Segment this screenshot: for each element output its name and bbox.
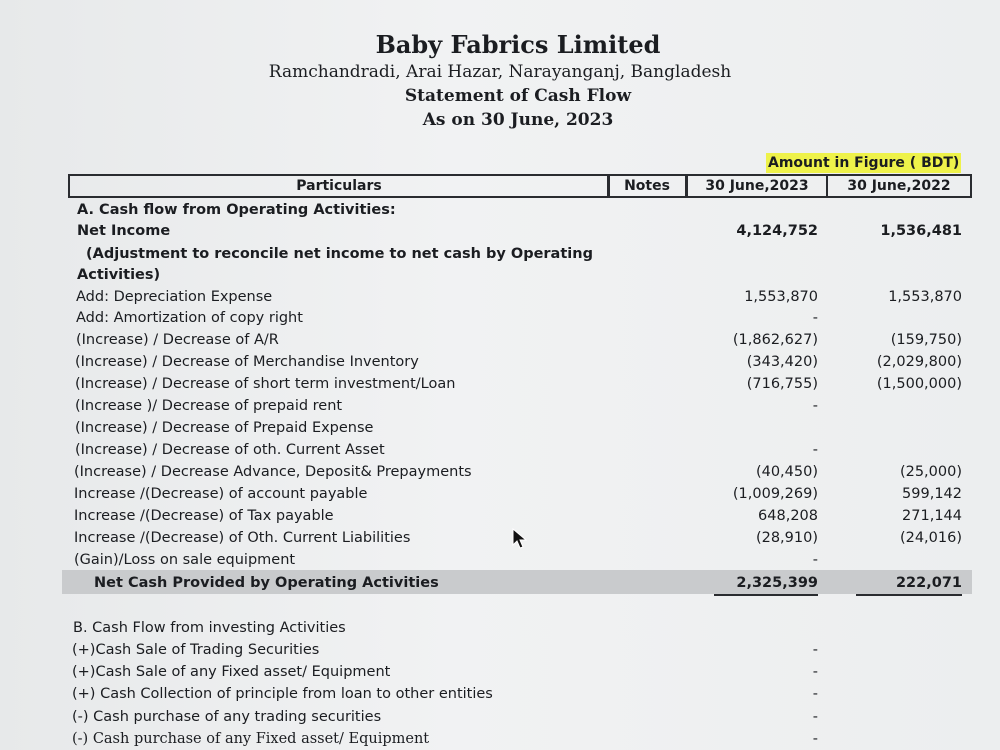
row-label: Increase /(Decrease) of account payable: [74, 486, 368, 502]
table-row: [0, 243, 1000, 265]
value-2022: (24,016): [899, 530, 962, 546]
table-row: [0, 617, 1000, 639]
table-row: [0, 527, 1000, 549]
row-label: A. Cash flow from Operating Activities:: [77, 202, 396, 218]
value-2022: (1,500,000): [876, 376, 962, 392]
row-label: (+)Cash Sale of Trading Securities: [72, 642, 320, 658]
row-label: (Increase) / Decrease of short term investment/Loan: [75, 376, 456, 392]
table-row: [0, 220, 1000, 242]
header-notes: Notes: [607, 174, 687, 198]
value-2023: (28,910): [755, 530, 818, 546]
company-address: Ramchandradi, Arai Hazar, Narayanganj, Bangladesh: [268, 62, 732, 82]
table-row: [0, 395, 1000, 417]
table-row: [0, 307, 1000, 329]
value-2023: -: [812, 398, 818, 414]
value-2022: (2,029,800): [876, 354, 962, 370]
value-2022: 599,142: [902, 486, 962, 502]
value-2023: -: [812, 709, 818, 725]
row-label: Add: Amortization of copy right: [76, 310, 303, 326]
row-label: Net Cash Provided by Operating Activities: [94, 575, 439, 591]
value-2022: 1,553,870: [888, 289, 962, 305]
table-row: [0, 439, 1000, 461]
value-2023: -: [812, 664, 818, 680]
header-2023: 30 June,2023: [686, 174, 828, 198]
value-2023: -: [812, 686, 818, 702]
header-particulars: Particulars: [68, 174, 610, 198]
row-label: Increase /(Decrease) of Tax payable: [74, 508, 334, 524]
value-2022: (25,000): [899, 464, 962, 480]
value-2022: (159,750): [890, 332, 962, 348]
value-2023: 2,325,399: [714, 572, 818, 596]
row-label: Activities): [77, 267, 161, 283]
table-row: [0, 683, 1000, 705]
value-2023: (343,420): [746, 354, 818, 370]
table-row: [0, 373, 1000, 395]
header-2022: 30 June,2022: [826, 174, 972, 198]
row-label: (Increase) / Decrease of Prepaid Expense: [75, 420, 374, 436]
value-2023: (1,862,627): [732, 332, 818, 348]
table-row-total: [0, 572, 1000, 594]
row-label: (+) Cash Collection of principle from loan to other entities: [72, 686, 493, 702]
value-2023: -: [812, 552, 818, 568]
value-2023: (1,009,269): [732, 486, 818, 502]
table-row: [0, 286, 1000, 308]
table-row: [0, 639, 1000, 661]
value-2022: 222,071: [856, 572, 962, 596]
row-label: (-) Cash purchase of any Fixed asset/ Equipment: [72, 731, 430, 747]
row-label: (Gain)/Loss on sale equipment: [74, 552, 296, 568]
value-2023: (716,755): [746, 376, 818, 392]
table-row: [0, 264, 1000, 286]
value-2023: 1,553,870: [744, 289, 818, 305]
value-2023: (40,450): [755, 464, 818, 480]
row-label: Add: Depreciation Expense: [76, 289, 273, 305]
table-row: [0, 417, 1000, 439]
value-2023: -: [812, 642, 818, 658]
table-row: [0, 549, 1000, 571]
table-row: [0, 329, 1000, 351]
statement-date: As on 30 June, 2023: [422, 110, 614, 130]
value-2023: -: [812, 442, 818, 458]
table-row: [0, 728, 1000, 750]
value-2022: 1,536,481: [880, 223, 962, 239]
mouse-pointer-icon: [512, 528, 528, 550]
row-label: Net Income: [77, 223, 171, 239]
row-label: (Increase) / Decrease of Merchandise Inventory: [75, 354, 419, 370]
table-row: [0, 461, 1000, 483]
row-label: (Increase )/ Decrease of prepaid rent: [75, 398, 343, 414]
company-name: Baby Fabrics Limited: [375, 30, 661, 59]
statement-title: Statement of Cash Flow: [404, 86, 632, 106]
table-row: [0, 706, 1000, 728]
value-2022: 271,144: [902, 508, 962, 524]
value-2023: -: [812, 310, 818, 326]
table-row: [0, 351, 1000, 373]
row-label: (-) Cash purchase of any trading securities: [72, 709, 382, 725]
value-2023: -: [812, 731, 818, 747]
row-label: (Increase) / Decrease of A/R: [76, 332, 279, 348]
value-2023: 648,208: [758, 508, 818, 524]
value-2023: 4,124,752: [736, 223, 818, 239]
row-label: (Increase) / Decrease Advance, Deposit& Prepayments: [74, 464, 472, 480]
row-label: Increase /(Decrease) of Oth. Current Liabilities: [74, 530, 411, 546]
row-label: B. Cash Flow from investing Activities: [73, 620, 346, 636]
table-row: [0, 483, 1000, 505]
table-row: [0, 505, 1000, 527]
row-label: (+)Cash Sale of any Fixed asset/ Equipment: [72, 664, 391, 680]
table-row: [0, 199, 1000, 221]
row-label: (Increase) / Decrease of oth. Current Asset: [75, 442, 385, 458]
amount-unit-note: Amount in Figure ( BDT): [768, 155, 960, 171]
row-label: (Adjustment to reconcile net income to net cash by Operating: [86, 246, 593, 262]
table-row: [0, 661, 1000, 683]
